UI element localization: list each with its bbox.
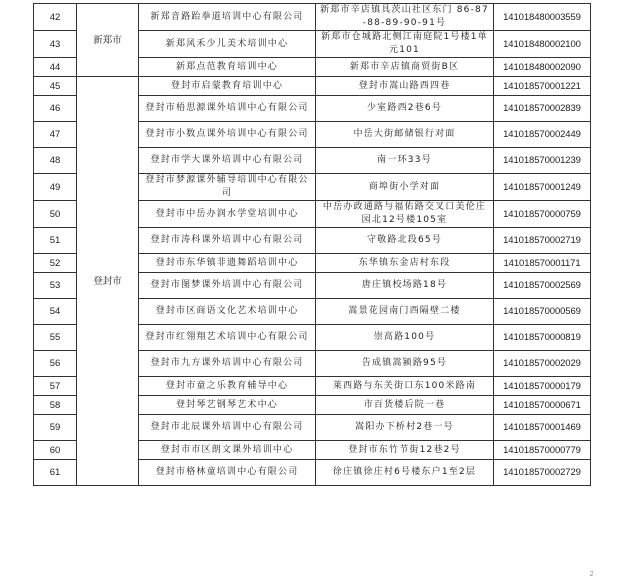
page-mark: 2 <box>589 570 594 578</box>
license-code: 141018480002100 <box>494 31 591 58</box>
institution-address: 东华镇东金店村东段 <box>316 254 494 273</box>
institution-name: 登封市区商语文化艺术培训中心 <box>139 299 316 325</box>
license-code: 141018570001239 <box>494 148 591 174</box>
row-number: 60 <box>34 441 77 460</box>
license-code: 141018570000779 <box>494 441 591 460</box>
institution-address: 市百货楼后院一巷 <box>316 396 494 415</box>
license-code: 141018480003559 <box>494 4 591 31</box>
row-number: 43 <box>34 31 77 58</box>
license-code: 141018570002029 <box>494 351 591 377</box>
city-cell: 登封市 <box>77 77 139 486</box>
institution-address: 新郑市辛店镇具茨山社区东门 86-87-88-89-90-91号 <box>316 4 494 31</box>
row-number: 59 <box>34 415 77 441</box>
table-row <box>34 77 591 96</box>
row-number: 61 <box>34 460 77 486</box>
row-number: 44 <box>34 58 77 77</box>
institution-address: 徐庄镇徐庄村6号楼东户1至2层 <box>316 460 494 486</box>
institution-address: 崇高路100号 <box>316 325 494 351</box>
institution-name: 登封市涛科课外培训中心有限公司 <box>139 228 316 254</box>
institution-name: 登封市红翎翔艺术培训中心有限公司 <box>139 325 316 351</box>
row-number: 50 <box>34 201 77 228</box>
institution-name: 登封市图梦课外培训中心有限公司 <box>139 273 316 299</box>
institution-name: 登封市小数点课外培训中心有限公司 <box>139 122 316 148</box>
institution-address: 商埠街小学对面 <box>316 174 494 201</box>
institution-name: 登封琴艺钢琴艺术中心 <box>139 396 316 415</box>
institution-name: 登封市梦源课外辅导培训中心有限公司 <box>139 174 316 201</box>
license-code: 141018570002719 <box>494 228 591 254</box>
row-number: 51 <box>34 228 77 254</box>
institution-name: 登封市格林童培训中心有限公司 <box>139 460 316 486</box>
row-number: 45 <box>34 77 77 96</box>
row-number: 53 <box>34 273 77 299</box>
institution-name: 登封市童之乐教育辅导中心 <box>139 377 316 396</box>
institution-address: 南一环33号 <box>316 148 494 174</box>
license-code: 141018570000569 <box>494 299 591 325</box>
row-number: 48 <box>34 148 77 174</box>
institution-name: 登封市市区朗文课外培训中心 <box>139 441 316 460</box>
institution-address: 少室路西2巷6号 <box>316 96 494 122</box>
table-row <box>34 4 591 31</box>
institution-address: 中岳大街邮储银行对面 <box>316 122 494 148</box>
row-number: 46 <box>34 96 77 122</box>
license-code: 141018570001249 <box>494 174 591 201</box>
row-number: 42 <box>34 4 77 31</box>
license-code: 141018570000671 <box>494 396 591 415</box>
institution-name: 新郑音路跆拳道培训中心有限公司 <box>139 4 316 31</box>
institution-name: 登封市启蒙教育培训中心 <box>139 77 316 96</box>
license-code: 141018570002839 <box>494 96 591 122</box>
institution-name: 新郑点范教育培训中心 <box>139 58 316 77</box>
row-number: 55 <box>34 325 77 351</box>
institution-address: 嵩阳办下桥村2巷一号 <box>316 415 494 441</box>
institution-address: 登封市嵩山路西四巷 <box>316 77 494 96</box>
institution-address: 新郑市辛店镇商贸街B区 <box>316 58 494 77</box>
institution-address: 新郑市仓城路北侧江南庭院1号楼1单元101 <box>316 31 494 58</box>
row-number: 57 <box>34 377 77 396</box>
license-code: 141018480002090 <box>494 58 591 77</box>
institution-name: 登封市中岳办润水学堂培训中心 <box>139 201 316 228</box>
license-code: 141018570000179 <box>494 377 591 396</box>
institution-address: 守敬路北段65号 <box>316 228 494 254</box>
institution-address: 告成镇嵩颍路95号 <box>316 351 494 377</box>
license-code: 141018570000759 <box>494 201 591 228</box>
institution-name: 登封市梧思源课外培训中心有限公司 <box>139 96 316 122</box>
row-number: 49 <box>34 174 77 201</box>
institution-name: 登封市北辰课外培训中心有限公司 <box>139 415 316 441</box>
institution-table <box>33 3 591 486</box>
license-code: 141018570001221 <box>494 77 591 96</box>
institution-address: 唐庄镇校场路18号 <box>316 273 494 299</box>
license-code: 141018570002729 <box>494 460 591 486</box>
license-code: 141018570002449 <box>494 122 591 148</box>
institution-table-sheet <box>33 3 590 486</box>
license-code: 141018570000819 <box>494 325 591 351</box>
institution-address: 莱西路与东关街口东100米路南 <box>316 377 494 396</box>
city-cell: 新郑市 <box>77 4 139 77</box>
license-code: 141018570002569 <box>494 273 591 299</box>
institution-name: 新郑风禾少儿美术培训中心 <box>139 31 316 58</box>
row-number: 58 <box>34 396 77 415</box>
institution-address: 嵩景花园南门西隔壁二楼 <box>316 299 494 325</box>
institution-name: 登封市学大课外培训中心有限公司 <box>139 148 316 174</box>
row-number: 52 <box>34 254 77 273</box>
institution-address: 登封市东竹节街12巷2号 <box>316 441 494 460</box>
row-number: 47 <box>34 122 77 148</box>
row-number: 56 <box>34 351 77 377</box>
institution-name: 登封市东华镇非遗舞蹈培训中心 <box>139 254 316 273</box>
license-code: 141018570001469 <box>494 415 591 441</box>
institution-address: 中岳办政通路与福佑路交叉口美伦庄园北12号楼105室 <box>316 201 494 228</box>
institution-name: 登封市九方课外培训中心有限公司 <box>139 351 316 377</box>
row-number: 54 <box>34 299 77 325</box>
license-code: 141018570001171 <box>494 254 591 273</box>
